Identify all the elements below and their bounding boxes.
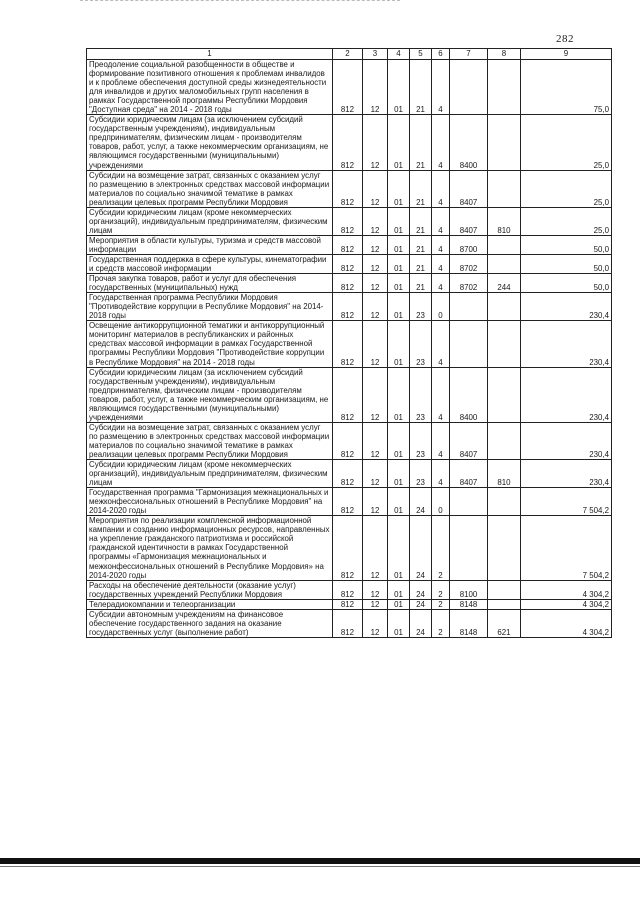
code-chapter: 812 (333, 60, 363, 115)
row-description: Мероприятия по реализации комплексной информационной кампании и созданию информационных ресурсов, направленных на укрепление гражданского патриотизма и российской гражданской идентичности в рамках Государственной программы «Гармонизация межнациональных и межконфессиональных отношений в Республике Мордовия» на 2014-2020 годы (87, 516, 333, 580)
code-section: 12 (363, 367, 388, 422)
code-subsection: 01 (388, 580, 410, 599)
code-direction: 8407 (450, 422, 488, 459)
code-direction: 8407 (450, 170, 488, 207)
code-program: 23 (410, 422, 432, 459)
code-section: 12 (363, 274, 388, 293)
table-row (87, 60, 612, 115)
row-description: Субсидии юридическим лицам (за исключением субсидий государственным учреждениям), индивидуальным предпринимателям, физическим лицам - производителям товаров, работ, услуг, а также некоммерческим организациям, не являющимся государственными (муниципальными) учреждениями (87, 115, 333, 170)
row-description: Субсидии юридическим лицам (за исключением субсидий государственным учреждениям), индивидуальным предпринимателям, физическим лицам - производителям товаров, работ, услуг, а также некоммерческим организациям, не являющимся государственными (муниципальными) учреждениями (87, 367, 333, 422)
row-description: Мероприятия в области культуры, туризма и средств массовой информации (87, 235, 333, 254)
code-subsection: 01 (388, 60, 410, 115)
code-section: 12 (363, 609, 388, 637)
code-subsection: 01 (388, 274, 410, 293)
scan-edge-artifact (80, 0, 400, 3)
amount: 4 304,2 (521, 609, 612, 637)
row-description: Государственная программа Республики Мордовия "Противодействие коррупции в Республике Мордовия" на 2014-2018 годы (87, 293, 333, 321)
table-row (87, 293, 612, 321)
code-subprogram: 2 (432, 580, 450, 599)
code-program: 23 (410, 367, 432, 422)
row-description: Телерадиокомпании и телеорганизации (87, 599, 333, 609)
row-description: Государственная программа "Гармонизация межнациональных и межконфессиональных отношений в Республике Мордовия" на 2014-2020 годы (87, 488, 333, 516)
code-direction: 8702 (450, 274, 488, 293)
amount: 7 504,2 (521, 516, 612, 580)
row-description: Расходы на обеспечение деятельности (оказание услуг) государственных учреждений Республики Мордовия (87, 580, 333, 599)
amount: 230,4 (521, 422, 612, 459)
code-direction: 8407 (450, 207, 488, 235)
code-subprogram: 4 (432, 321, 450, 367)
code-section: 12 (363, 293, 388, 321)
code-direction: 8100 (450, 580, 488, 599)
code-expense-type (488, 367, 521, 422)
code-subprogram: 2 (432, 599, 450, 609)
code-chapter: 812 (333, 274, 363, 293)
row-description: Субсидии автономным учреждениям на финансовое обеспечение государственного задания на оказание государственных услуг (выполнение работ) (87, 609, 333, 637)
code-subprogram: 4 (432, 235, 450, 254)
code-direction: 8148 (450, 609, 488, 637)
code-subsection: 01 (388, 115, 410, 170)
code-subsection: 01 (388, 609, 410, 637)
code-subprogram: 4 (432, 170, 450, 207)
code-expense-type (488, 516, 521, 580)
table-row (87, 235, 612, 254)
code-program: 24 (410, 599, 432, 609)
code-chapter: 812 (333, 235, 363, 254)
table-row (87, 170, 612, 207)
code-section: 12 (363, 422, 388, 459)
column-header: 9 (521, 49, 612, 60)
page-number: 282 (556, 33, 574, 45)
code-chapter: 812 (333, 207, 363, 235)
code-section: 12 (363, 460, 388, 488)
row-description: Субсидии на возмещение затрат, связанных с оказанием услуг по размещению в электронных средствах массовой информации материалов по социально значимой тематике в рамках реализации целевых программ Республики Мордовия (87, 422, 333, 459)
code-direction (450, 321, 488, 367)
code-chapter: 812 (333, 367, 363, 422)
amount: 230,4 (521, 367, 612, 422)
code-expense-type (488, 115, 521, 170)
code-subsection: 01 (388, 460, 410, 488)
code-subprogram: 4 (432, 422, 450, 459)
code-subprogram: 4 (432, 115, 450, 170)
table-row (87, 516, 612, 580)
amount: 230,4 (521, 321, 612, 367)
code-chapter: 812 (333, 460, 363, 488)
code-subprogram: 4 (432, 460, 450, 488)
code-direction (450, 516, 488, 580)
amount: 7 504,2 (521, 488, 612, 516)
amount: 75,0 (521, 60, 612, 115)
row-description: Субсидии юридическим лицам (кроме некоммерческих организаций), индивидуальным предпринимателям, физическим лицам (87, 460, 333, 488)
row-description: Государственная поддержка в сфере культуры, кинематографии и средств массовой информации (87, 254, 333, 273)
code-subsection: 01 (388, 293, 410, 321)
code-program: 21 (410, 170, 432, 207)
row-description: Преодоление социальной разобщенности в обществе и формирование позитивного отношения к проблемам инвалидов и к проблеме обеспечения доступной среды жизнедеятельности для инвалидов и других маломобильных групп населения в рамках Государственной программы Республики Мордовия "Доступная среда" на 2014 - 2018 годы (87, 60, 333, 115)
code-section: 12 (363, 170, 388, 207)
table-row (87, 367, 612, 422)
code-subsection: 01 (388, 367, 410, 422)
code-direction (450, 293, 488, 321)
column-header: 6 (432, 49, 450, 60)
code-chapter: 812 (333, 293, 363, 321)
code-chapter: 812 (333, 321, 363, 367)
scan-bottom-bar (0, 858, 640, 864)
row-description: Прочая закупка товаров, работ и услуг для обеспечения государственных (муниципальных) нужд (87, 274, 333, 293)
code-chapter: 812 (333, 609, 363, 637)
code-chapter: 812 (333, 115, 363, 170)
table-row (87, 274, 612, 293)
column-header: 4 (388, 49, 410, 60)
code-expense-type (488, 422, 521, 459)
code-program: 24 (410, 609, 432, 637)
code-program: 23 (410, 460, 432, 488)
column-header: 5 (410, 49, 432, 60)
table-row (87, 599, 612, 609)
code-subprogram: 0 (432, 293, 450, 321)
code-expense-type: 621 (488, 609, 521, 637)
code-program: 21 (410, 274, 432, 293)
code-chapter: 812 (333, 488, 363, 516)
code-direction: 8400 (450, 367, 488, 422)
code-section: 12 (363, 488, 388, 516)
table-row (87, 422, 612, 459)
code-section: 12 (363, 235, 388, 254)
table-body (87, 60, 612, 638)
code-subsection: 01 (388, 235, 410, 254)
code-program: 24 (410, 580, 432, 599)
code-chapter: 812 (333, 170, 363, 207)
code-program: 21 (410, 254, 432, 273)
code-program: 21 (410, 60, 432, 115)
code-chapter: 812 (333, 254, 363, 273)
column-header: 8 (488, 49, 521, 60)
table-row (87, 460, 612, 488)
code-direction: 8407 (450, 460, 488, 488)
code-subprogram: 4 (432, 60, 450, 115)
table-row (87, 488, 612, 516)
code-section: 12 (363, 321, 388, 367)
code-expense-type: 810 (488, 207, 521, 235)
code-expense-type (488, 235, 521, 254)
code-section: 12 (363, 60, 388, 115)
code-expense-type (488, 321, 521, 367)
code-expense-type (488, 599, 521, 609)
amount: 25,0 (521, 115, 612, 170)
code-direction: 8148 (450, 599, 488, 609)
table-row (87, 207, 612, 235)
code-subprogram: 2 (432, 516, 450, 580)
budget-table (86, 48, 612, 638)
amount: 230,4 (521, 293, 612, 321)
code-subsection: 01 (388, 254, 410, 273)
row-description: Освещение антикоррупционной тематики и антикоррупционный мониторинг материалов в республиканских и районных средствах массовой информации в рамках Государственной программы Республики Мордовия "Противодействие коррупции в Республике Мордовия" на 2014 - 2018 годы (87, 321, 333, 367)
code-program: 23 (410, 293, 432, 321)
table-row (87, 115, 612, 170)
code-expense-type (488, 60, 521, 115)
code-program: 23 (410, 321, 432, 367)
code-expense-type: 810 (488, 460, 521, 488)
code-subprogram: 4 (432, 367, 450, 422)
code-subprogram: 4 (432, 254, 450, 273)
table-row (87, 321, 612, 367)
code-section: 12 (363, 580, 388, 599)
code-chapter: 812 (333, 422, 363, 459)
code-chapter: 812 (333, 516, 363, 580)
row-description: Субсидии на возмещение затрат, связанных с оказанием услуг по размещению в электронных средствах массовой информации материалов по социально значимой тематике в рамках реализации целевых программ Республики Мордовия (87, 170, 333, 207)
amount: 50,0 (521, 254, 612, 273)
code-expense-type (488, 293, 521, 321)
code-expense-type (488, 580, 521, 599)
amount: 4 304,2 (521, 580, 612, 599)
code-direction: 8702 (450, 254, 488, 273)
code-program: 24 (410, 488, 432, 516)
code-subsection: 01 (388, 488, 410, 516)
code-expense-type (488, 488, 521, 516)
amount: 50,0 (521, 235, 612, 254)
header-row (87, 49, 612, 60)
code-program: 21 (410, 115, 432, 170)
amount: 50,0 (521, 274, 612, 293)
column-header: 7 (450, 49, 488, 60)
code-subsection: 01 (388, 599, 410, 609)
amount: 25,0 (521, 207, 612, 235)
code-program: 24 (410, 516, 432, 580)
amount: 25,0 (521, 170, 612, 207)
code-subsection: 01 (388, 207, 410, 235)
code-chapter: 812 (333, 599, 363, 609)
code-subprogram: 0 (432, 488, 450, 516)
code-section: 12 (363, 207, 388, 235)
code-program: 21 (410, 235, 432, 254)
code-subsection: 01 (388, 516, 410, 580)
table-row (87, 254, 612, 273)
code-program: 21 (410, 207, 432, 235)
code-subsection: 01 (388, 321, 410, 367)
table-row (87, 580, 612, 599)
amount: 230,4 (521, 460, 612, 488)
code-subprogram: 2 (432, 609, 450, 637)
code-section: 12 (363, 516, 388, 580)
code-expense-type (488, 170, 521, 207)
scan-bottom-line (0, 866, 640, 867)
code-section: 12 (363, 254, 388, 273)
code-direction (450, 488, 488, 516)
code-subsection: 01 (388, 422, 410, 459)
column-header: 1 (87, 49, 333, 60)
code-subsection: 01 (388, 170, 410, 207)
code-direction: 8700 (450, 235, 488, 254)
code-direction (450, 60, 488, 115)
code-subprogram: 4 (432, 274, 450, 293)
code-expense-type (488, 254, 521, 273)
code-expense-type: 244 (488, 274, 521, 293)
row-description: Субсидии юридическим лицам (кроме некоммерческих организаций), индивидуальным предпринимателям, физическим лицам (87, 207, 333, 235)
column-header: 3 (363, 49, 388, 60)
column-header: 2 (333, 49, 363, 60)
code-direction: 8400 (450, 115, 488, 170)
code-section: 12 (363, 115, 388, 170)
code-section: 12 (363, 599, 388, 609)
code-chapter: 812 (333, 580, 363, 599)
table-row (87, 609, 612, 637)
amount: 4 304,2 (521, 599, 612, 609)
code-subprogram: 4 (432, 207, 450, 235)
